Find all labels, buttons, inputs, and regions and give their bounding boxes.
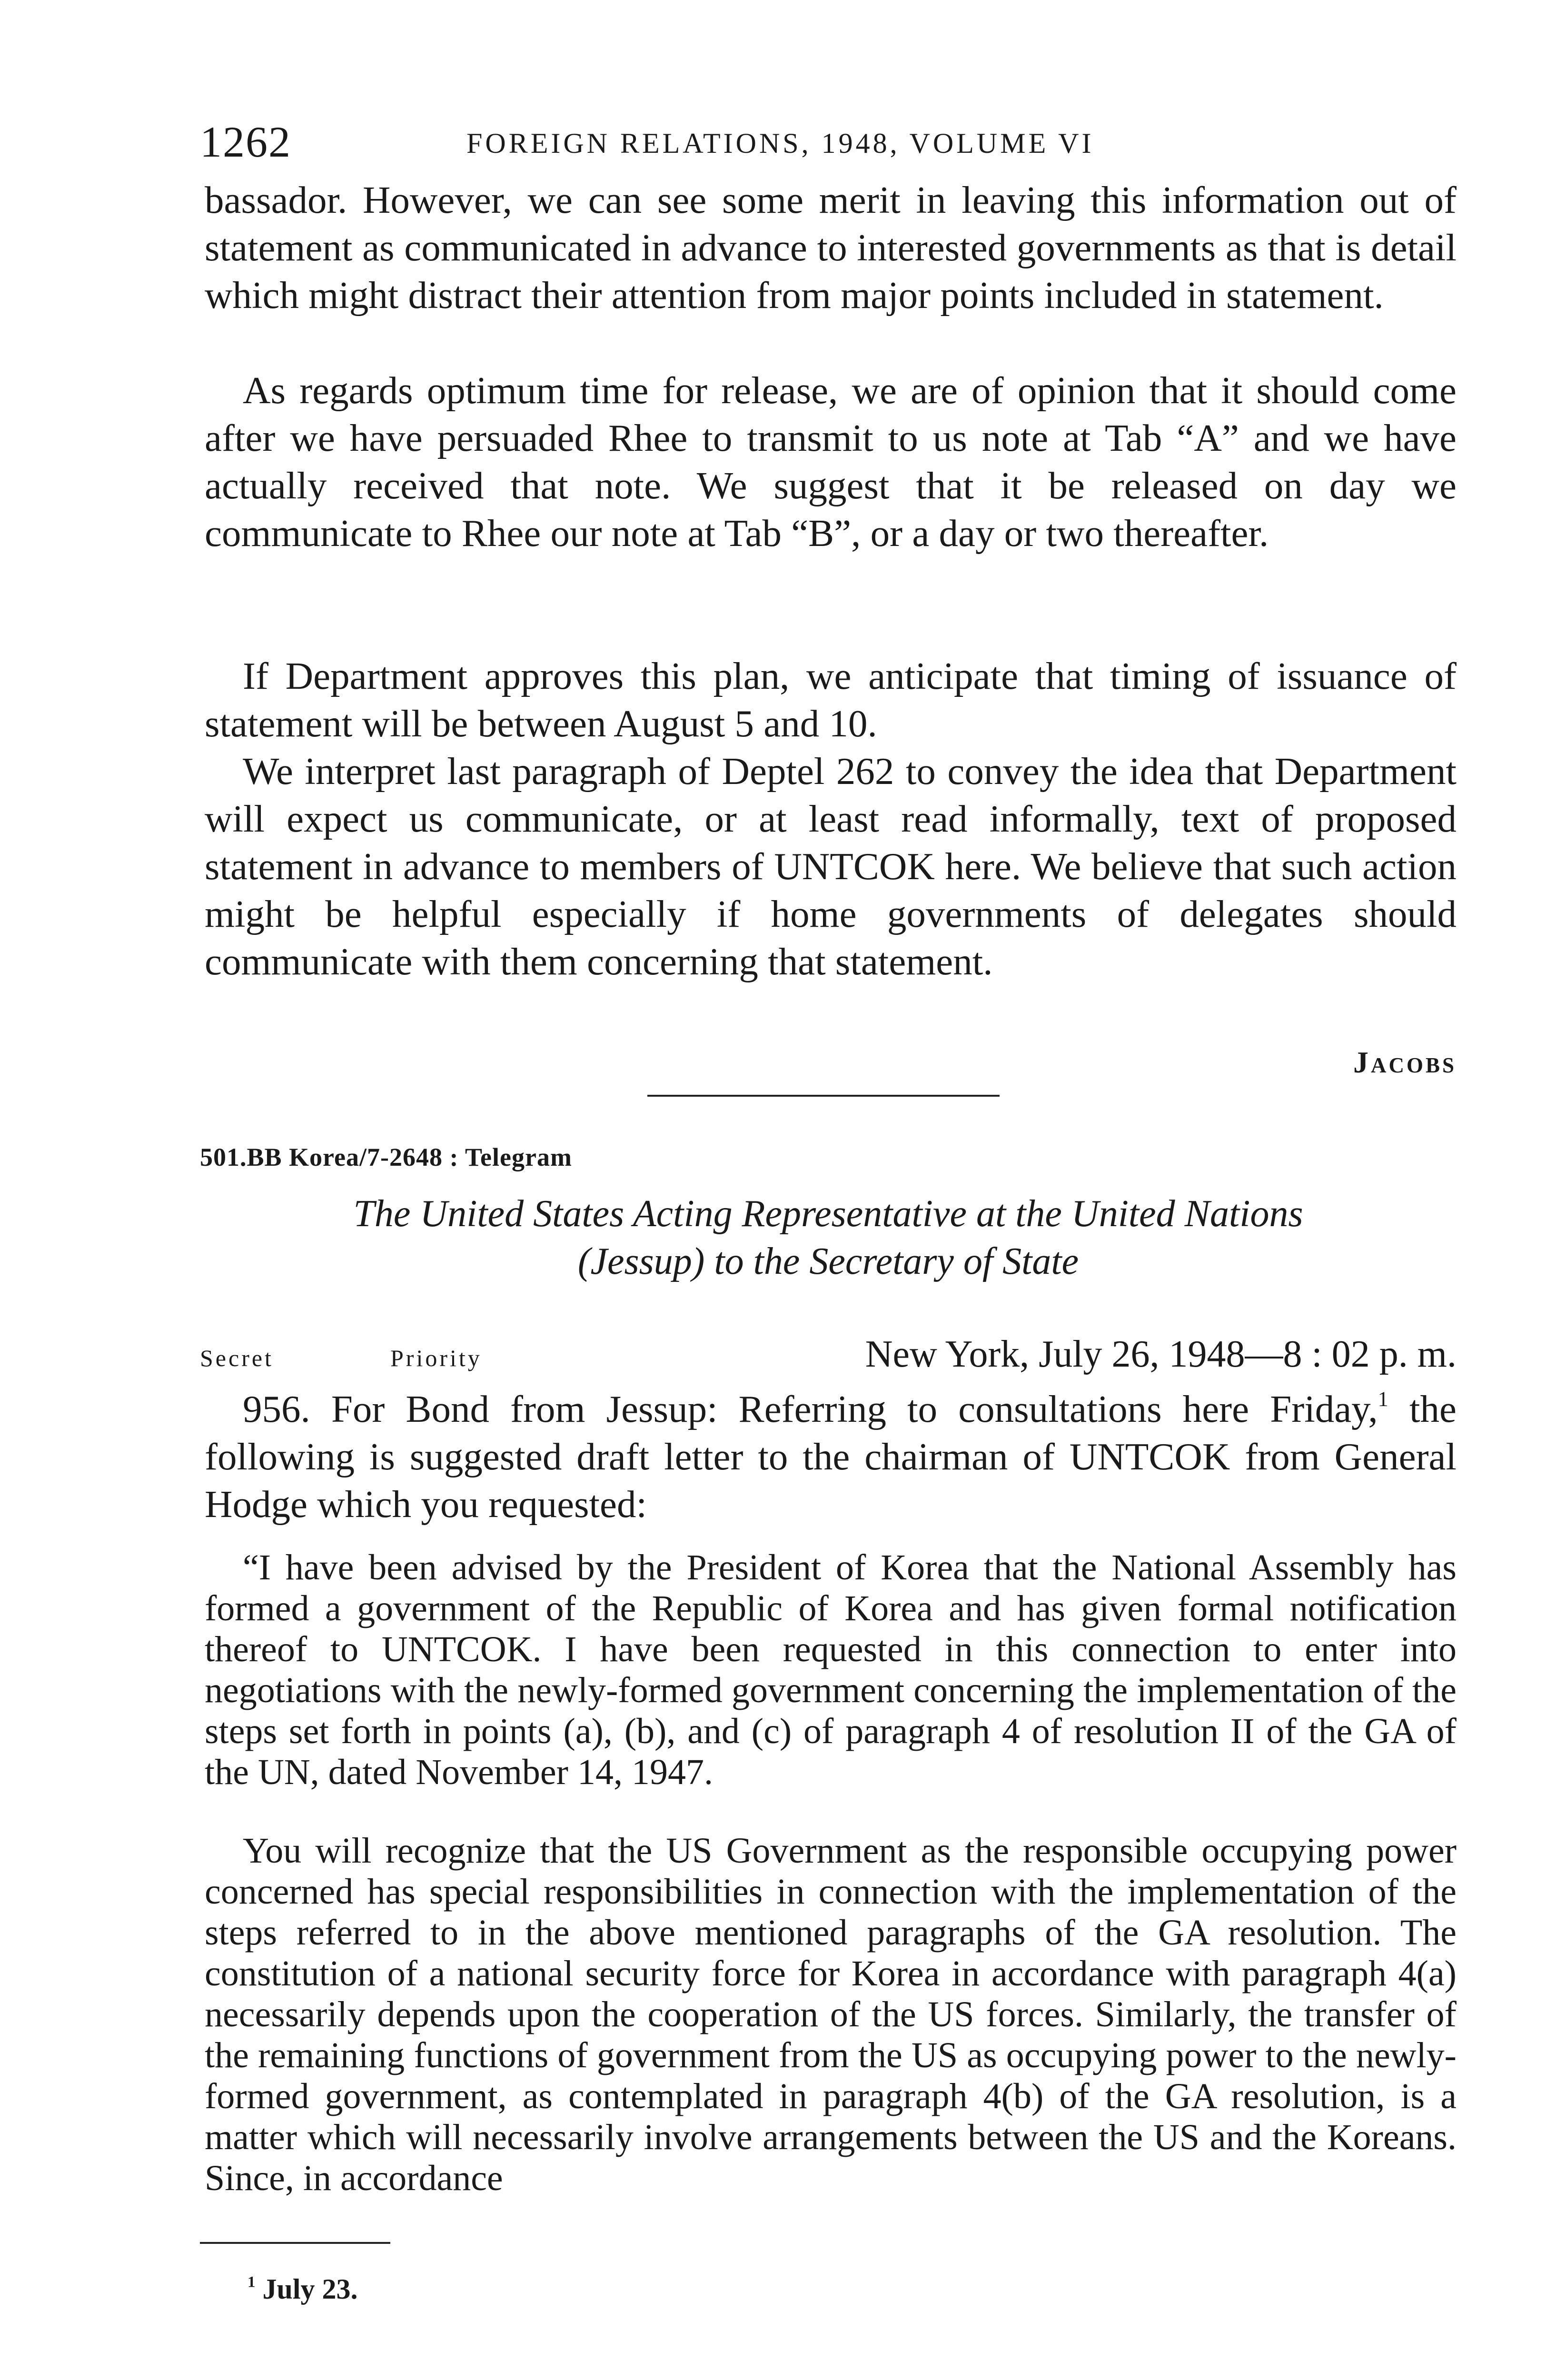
footnote-reference: 1 — [1378, 1387, 1388, 1411]
section-divider — [647, 1095, 1000, 1097]
paragraph-continuation: bassador. However, we can see some merit in leaving this information out of statement as communicated in advance to interested governments as that is detail which might distract their attention from major points included in statement. — [205, 178, 1457, 317]
telegram-opening — [205, 1385, 1457, 1528]
priority-label: Priority — [390, 1345, 482, 1371]
telegram-opening-start: 956. For Bond from Jessup: Referring to consultations here Friday, — [243, 1388, 1378, 1430]
page-number: 1262 — [200, 118, 291, 166]
footnote-marker: 1 — [248, 2273, 256, 2291]
title-line-2: (Jessup) to the Secretary of State — [577, 1240, 1079, 1282]
footnote-rule — [200, 2242, 390, 2244]
file-reference: 501.BB Korea/7-2648 : Telegram — [200, 1143, 572, 1171]
title-line-1: The United States Acting Representative at the United Nations — [353, 1193, 1303, 1235]
quoted-letter-paragraph-2: You will recognize that the US Government as the responsible occupying power concerned has special responsibilities in connection with the implementation of the steps referred to in the above mentioned paragraphs of the GA resolution. The constitution of a national security force for Korea in accordance with paragraph 4(a) necessarily depends upon the cooperation of the US forces. Similarly, the transfer of the remaining functions of government from the US as occupying power to the newly-formed government, as contemplated in paragraph 4(b) of the GA resolution, is a matter which will necessarily involve arrangements between the US and the Koreans. Since, in accordance — [205, 1831, 1457, 2198]
footnote-text: July 23. — [262, 2273, 358, 2305]
quoted-letter-paragraph-1: “I have been advised by the President of Korea that the National Assembly has formed a government of the Republic of Korea and has given formal notification thereof to UNTCOK. I have been requested in this connection to enter into negotiations with the newly-formed government concerning the implementation of the steps set forth in points (a), (b), and (c) of paragraph 4 of resolution II of the GA of the UN, dated November 14, 1947. — [205, 1547, 1457, 1792]
dateline — [200, 1333, 1457, 1380]
page-header — [200, 117, 1466, 174]
telegram-opening-end: the following is suggested draft letter to the chairman of UNTCOK from General Hodge which you requested: — [205, 1388, 1457, 1526]
document-title — [200, 1190, 1457, 1285]
running-head: FOREIGN RELATIONS, 1948, VOLUME VI — [466, 128, 1094, 159]
paragraph-deptel: We interpret last paragraph of Deptel 262 to convey the idea that Department will expect us communicate, or at least read informally, text of proposed statement in advance to members of UNTCOK here. We believe that such action might be helpful especially if home governments of delegates should communicate with them concerning that statement. — [205, 750, 1457, 983]
paragraph-release-timing: As regards optimum time for release, we are of opinion that it should come after we have persuaded Rhee to transmit to us note at Tab “A” and we have actually received that note. We suggest that it be released on day we communicate to Rhee our note at Tab “B”, or a day or two thereafter. — [205, 369, 1457, 555]
footnote — [248, 2273, 358, 2306]
paragraph-issuance: If Department approves this plan, we anticipate that timing of issuance of statement will be between August 5 and 10. — [205, 654, 1457, 745]
place-date: New York, July 26, 1948—8 : 02 p. m. — [865, 1333, 1457, 1375]
signature: Jacobs — [1353, 1045, 1457, 1079]
classification-label: Secret — [200, 1345, 274, 1371]
